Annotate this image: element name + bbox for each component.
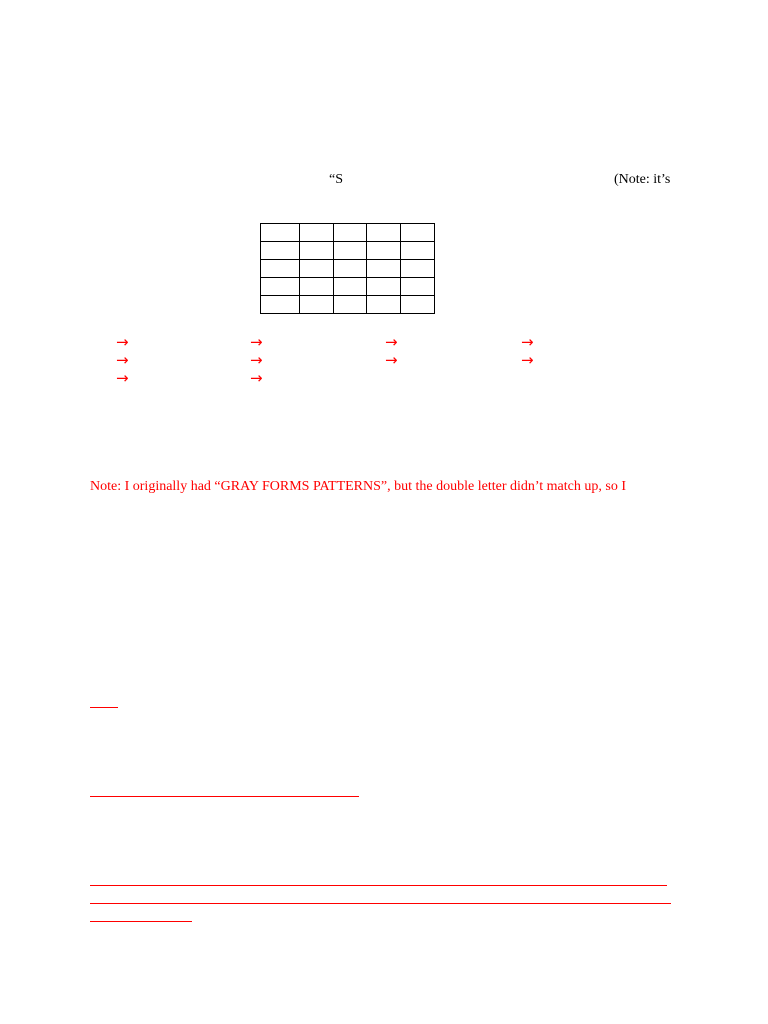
grid-cell bbox=[401, 224, 435, 242]
arrow-icon: → bbox=[116, 351, 129, 369]
note-fragment: (Note: it’s bbox=[614, 172, 671, 187]
arrow-icon: → bbox=[250, 333, 263, 351]
grid-row bbox=[261, 224, 435, 242]
grid-cell bbox=[334, 224, 367, 242]
grid-cell bbox=[367, 224, 401, 242]
grid-cell bbox=[300, 224, 334, 242]
grid-cell bbox=[367, 260, 401, 278]
blank-line bbox=[90, 903, 671, 904]
red-note: Note: I originally had “GRAY FORMS PATTERNS”, but the double letter didn’t match up, so I bbox=[90, 479, 626, 494]
grid-cell bbox=[334, 296, 367, 314]
grid-cell bbox=[401, 296, 435, 314]
grid-cell bbox=[334, 260, 367, 278]
blank-line bbox=[90, 885, 667, 886]
grid-cell bbox=[401, 242, 435, 260]
arrow-icon: → bbox=[250, 369, 263, 387]
arrow-icon: → bbox=[521, 351, 534, 369]
grid-cell bbox=[367, 296, 401, 314]
arrow-icon: → bbox=[116, 369, 129, 387]
grid-cell bbox=[300, 296, 334, 314]
grid-row bbox=[261, 296, 435, 314]
grid-cell bbox=[300, 242, 334, 260]
grid-cell bbox=[401, 260, 435, 278]
grid-cell bbox=[261, 296, 300, 314]
grid-cell bbox=[261, 278, 300, 296]
arrow-icon: → bbox=[385, 351, 398, 369]
arrow-icon: → bbox=[250, 351, 263, 369]
grid-row bbox=[261, 278, 435, 296]
arrow-icon: → bbox=[116, 333, 129, 351]
grid-row bbox=[261, 242, 435, 260]
grid-cell bbox=[261, 224, 300, 242]
grid-cell bbox=[261, 242, 300, 260]
blank-line bbox=[90, 707, 118, 708]
letter-grid bbox=[260, 223, 435, 314]
blank-line bbox=[90, 796, 359, 797]
grid-row bbox=[261, 260, 435, 278]
quote-fragment: “S bbox=[329, 172, 343, 187]
grid-cell bbox=[261, 260, 300, 278]
blank-line bbox=[90, 921, 192, 922]
grid-cell bbox=[300, 278, 334, 296]
grid-cell bbox=[401, 278, 435, 296]
grid-cell bbox=[300, 260, 334, 278]
arrow-icon: → bbox=[521, 333, 534, 351]
grid-cell bbox=[367, 242, 401, 260]
grid-cell bbox=[367, 278, 401, 296]
arrow-icon: → bbox=[385, 333, 398, 351]
grid-cell bbox=[334, 242, 367, 260]
grid-cell bbox=[334, 278, 367, 296]
